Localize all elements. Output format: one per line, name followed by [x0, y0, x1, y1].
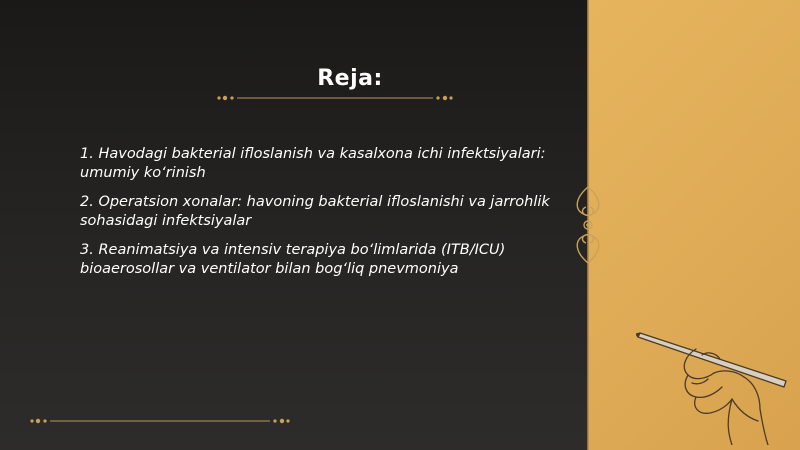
- agenda-item-1: 1. Havodagi bakterial ifloslanish va kasalxona ichi infektsiyalari: umumiy ko‘rinish: [80, 146, 546, 181]
- agenda-item-2: 2. Operatsion xonalar: havoning bakterial ifloslanishi va jarrohlik sohasidagi infektsiyalar: [80, 194, 550, 229]
- bottom-ornament-icon: [28, 415, 292, 427]
- agenda-list: [80, 145, 580, 289]
- title-underline-ornament-icon: [215, 92, 455, 104]
- agenda-item-3: 3. Reanimatsiya va intensiv terapiya bo‘limlarida (ITB/ICU) bioaerosollar va ventilator bilan bog‘liq pnevmoniya: [80, 242, 506, 277]
- slide-title: Reja:: [317, 66, 383, 91]
- hand-holding-pen-icon: [636, 325, 796, 445]
